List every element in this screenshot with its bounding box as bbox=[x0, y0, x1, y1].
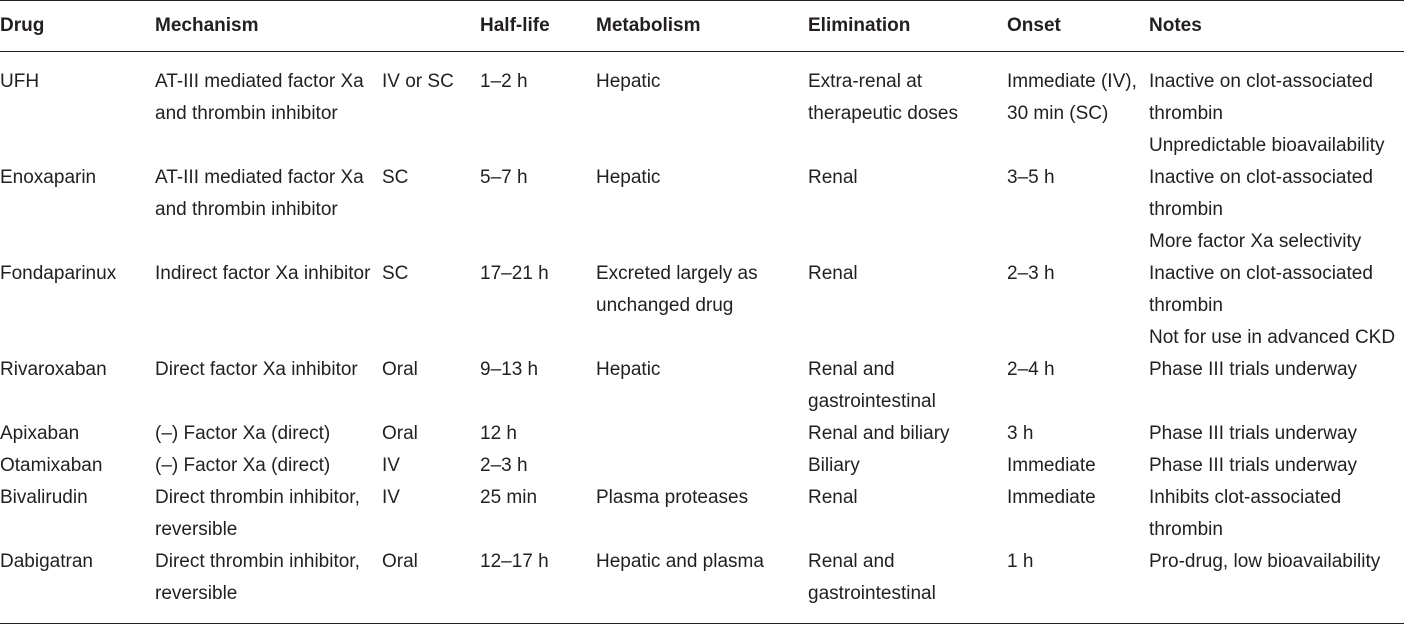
note-line: Not for use in advanced CKD bbox=[1149, 327, 1396, 348]
cell-onset: 3–5 h bbox=[1007, 167, 1055, 188]
cell-onset: 2–4 h bbox=[1007, 359, 1055, 380]
cell-onset: Immediate bbox=[1007, 487, 1096, 508]
cell-half-life: 2–3 h bbox=[480, 455, 528, 476]
cell-half-life: 9–13 h bbox=[480, 359, 539, 380]
cell-metabolism: Plasma proteases bbox=[596, 487, 749, 508]
note-line: Inactive on clot-associated thrombin bbox=[1149, 167, 1373, 220]
cell-drug: Fondaparinux bbox=[0, 263, 117, 284]
header-elimination: Elimination bbox=[808, 14, 911, 36]
table-body bbox=[0, 52, 1404, 624]
table-row bbox=[0, 52, 1404, 163]
cell-route: IV bbox=[382, 487, 400, 508]
cell-half-life: 12 h bbox=[480, 423, 517, 444]
cell-elimination: Renal bbox=[808, 263, 858, 284]
note-line: More factor Xa selectivity bbox=[1149, 231, 1362, 252]
cell-elimination: Biliary bbox=[808, 455, 860, 476]
cell-half-life: 1–2 h bbox=[480, 71, 528, 92]
cell-mechanism: Direct factor Xa inhibitor bbox=[155, 359, 358, 380]
cell-notes bbox=[1149, 52, 1404, 163]
cell-route: SC bbox=[382, 167, 409, 188]
cell-notes bbox=[1149, 450, 1404, 482]
note-line: Unpredictable bioavailability bbox=[1149, 135, 1385, 156]
table-row bbox=[0, 354, 1404, 418]
header-notes: Notes bbox=[1149, 14, 1202, 36]
cell-notes bbox=[1149, 258, 1404, 354]
cell-onset: 2–3 h bbox=[1007, 263, 1055, 284]
header-onset: Onset bbox=[1007, 14, 1061, 36]
table-row bbox=[0, 450, 1404, 482]
cell-elimination: Extra-renal at therapeutic doses bbox=[808, 71, 958, 124]
header-drug: Drug bbox=[0, 14, 45, 36]
cell-mechanism: Indirect factor Xa inhibitor bbox=[155, 263, 371, 284]
cell-route: Oral bbox=[382, 359, 418, 380]
cell-half-life: 17–21 h bbox=[480, 263, 549, 284]
note-line: Inactive on clot-associated thrombin bbox=[1149, 263, 1373, 316]
cell-onset: 1 h bbox=[1007, 551, 1034, 572]
cell-half-life: 25 min bbox=[480, 487, 538, 508]
cell-drug: Apixaban bbox=[0, 423, 80, 444]
cell-notes bbox=[1149, 354, 1404, 418]
note-line: Phase III trials underway bbox=[1149, 455, 1358, 476]
cell-elimination: Renal and biliary bbox=[808, 423, 950, 444]
cell-metabolism bbox=[596, 418, 808, 450]
cell-route: IV or SC bbox=[382, 71, 454, 92]
cell-onset: Immediate bbox=[1007, 455, 1096, 476]
cell-mechanism: Direct thrombin inhibitor, reversible bbox=[155, 551, 360, 604]
table-header bbox=[0, 1, 1404, 52]
table-row bbox=[0, 546, 1404, 624]
note-line: Pro-drug, low bioavailability bbox=[1149, 551, 1381, 572]
table-row bbox=[0, 482, 1404, 546]
cell-metabolism: Hepatic bbox=[596, 359, 661, 380]
header-half-life: Half-life bbox=[480, 14, 550, 36]
cell-route: Oral bbox=[382, 551, 418, 572]
cell-drug: Dabigatran bbox=[0, 551, 93, 572]
table-row bbox=[0, 418, 1404, 450]
cell-half-life: 5–7 h bbox=[480, 167, 528, 188]
note-line: Phase III trials underway bbox=[1149, 359, 1358, 380]
cell-drug: Rivaroxaban bbox=[0, 359, 107, 380]
cell-metabolism: Excreted largely as unchanged drug bbox=[596, 263, 758, 316]
cell-metabolism: Hepatic bbox=[596, 71, 661, 92]
cell-notes bbox=[1149, 546, 1404, 624]
cell-drug: Otamixaban bbox=[0, 455, 103, 476]
cell-mechanism: AT-III mediated factor Xa and thrombin inhibitor bbox=[155, 167, 364, 220]
cell-mechanism: AT-III mediated factor Xa and thrombin inhibitor bbox=[155, 71, 364, 124]
cell-elimination: Renal bbox=[808, 487, 858, 508]
cell-drug: Bivalirudin bbox=[0, 487, 88, 508]
cell-route: SC bbox=[382, 263, 409, 284]
cell-onset: Immediate (IV), 30 min (SC) bbox=[1007, 71, 1137, 124]
cell-elimination: Renal and gastrointestinal bbox=[808, 551, 936, 604]
cell-metabolism bbox=[596, 450, 808, 482]
cell-notes bbox=[1149, 162, 1404, 258]
cell-route: IV bbox=[382, 455, 400, 476]
note-line: Inactive on clot-associated thrombin bbox=[1149, 71, 1373, 124]
header-metabolism: Metabolism bbox=[596, 14, 701, 36]
note-line: Inhibits clot-associated thrombin bbox=[1149, 487, 1342, 540]
header-row bbox=[0, 1, 1404, 52]
cell-elimination: Renal bbox=[808, 167, 858, 188]
cell-metabolism: Hepatic and plasma bbox=[596, 551, 764, 572]
cell-metabolism: Hepatic bbox=[596, 167, 661, 188]
cell-route: Oral bbox=[382, 423, 418, 444]
cell-mechanism: Direct thrombin inhibitor, reversible bbox=[155, 487, 360, 540]
note-line: Phase III trials underway bbox=[1149, 423, 1358, 444]
cell-onset: 3 h bbox=[1007, 423, 1034, 444]
cell-elimination: Renal and gastrointestinal bbox=[808, 359, 936, 412]
cell-mechanism: (–) Factor Xa (direct) bbox=[155, 423, 331, 444]
table-row bbox=[0, 258, 1404, 354]
cell-mechanism: (–) Factor Xa (direct) bbox=[155, 455, 331, 476]
table-row bbox=[0, 162, 1404, 258]
cell-drug: Enoxaparin bbox=[0, 167, 97, 188]
cell-half-life: 12–17 h bbox=[480, 551, 549, 572]
cell-drug: UFH bbox=[0, 71, 40, 92]
header-route bbox=[382, 1, 480, 52]
cell-notes bbox=[1149, 482, 1404, 546]
header-mechanism: Mechanism bbox=[155, 14, 259, 36]
cell-notes bbox=[1149, 418, 1404, 450]
